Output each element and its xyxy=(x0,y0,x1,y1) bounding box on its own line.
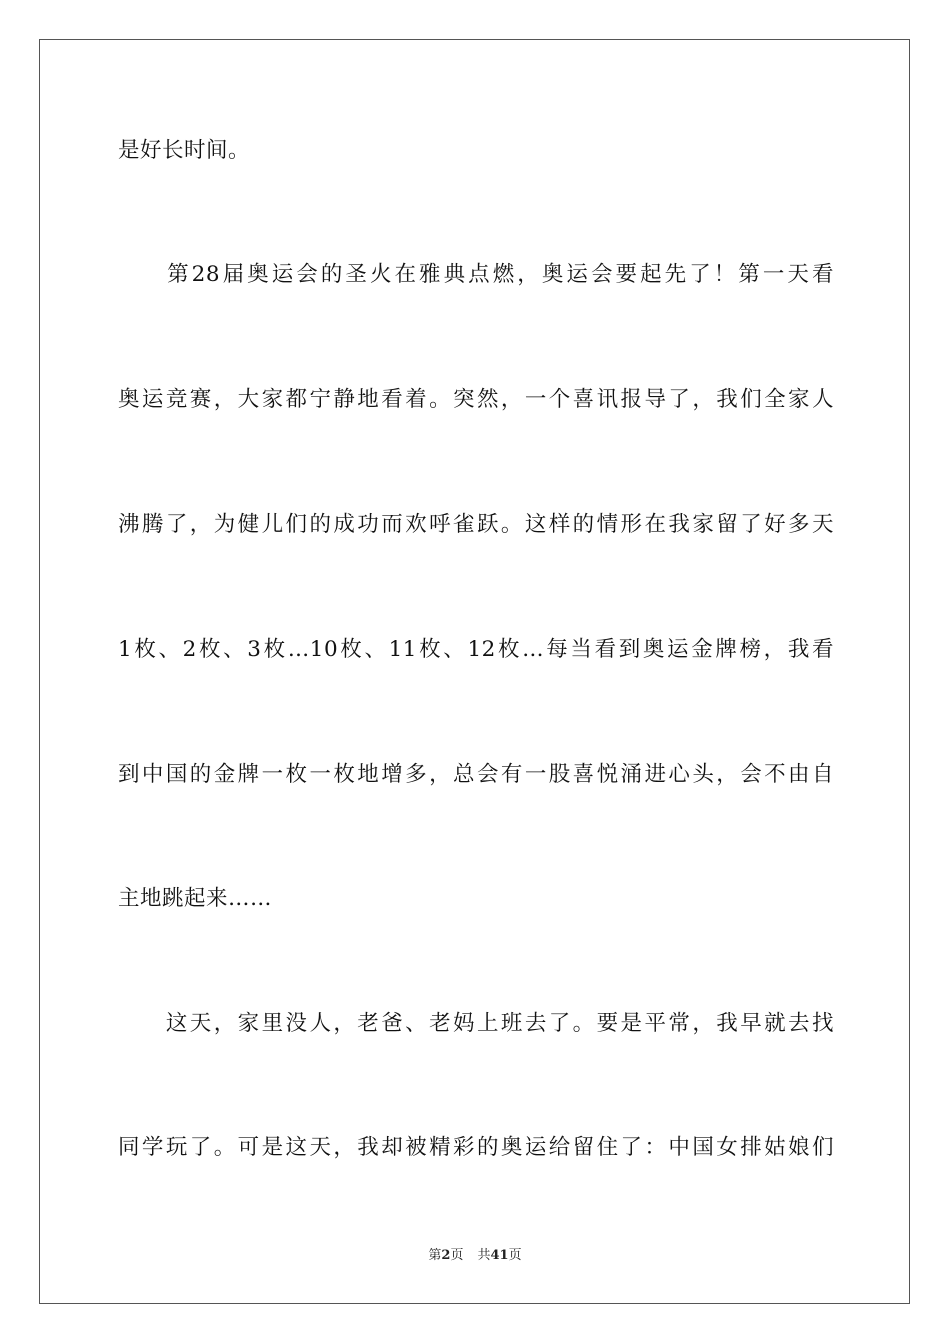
body-text-line: 主地跳起来…… xyxy=(118,886,273,911)
page-prefix: 第 xyxy=(428,1248,442,1263)
page-suffix: 页 xyxy=(450,1248,464,1263)
body-text-line: 第28届奥运会的圣火在雅典点燃，奥运会要起先了！第一天看 xyxy=(118,262,834,287)
body-text-line: 是好长时间。 xyxy=(118,138,251,163)
total-pages: 41 xyxy=(490,1248,509,1263)
body-text-line: 1枚、2枚、3枚…10枚、11枚、12枚…每当看到奥运金牌榜，我看 xyxy=(118,637,834,662)
body-text-line: 同学玩了。可是这天，我却被精彩的奥运给留住了：中国女排姑娘们 xyxy=(118,1135,834,1160)
body-text-line: 奥运竞赛，大家都宁静地看着。突然，一个喜讯报导了，我们全家人 xyxy=(118,387,834,412)
page-number: 2 xyxy=(441,1248,451,1263)
page-border xyxy=(39,39,910,1304)
page-footer xyxy=(0,1247,950,1265)
body-text-line: 沸腾了，为健儿们的成功而欢呼雀跃。这样的情形在我家留了好多天 xyxy=(118,512,834,537)
total-suffix: 页 xyxy=(508,1248,522,1263)
body-text-line: 到中国的金牌一枚一枚地增多，总会有一股喜悦涌进心头，会不由自 xyxy=(118,762,834,787)
body-text-line: 这天，家里没人，老爸、老妈上班去了。要是平常，我早就去找 xyxy=(118,1011,834,1036)
total-prefix: 共 xyxy=(477,1248,491,1263)
